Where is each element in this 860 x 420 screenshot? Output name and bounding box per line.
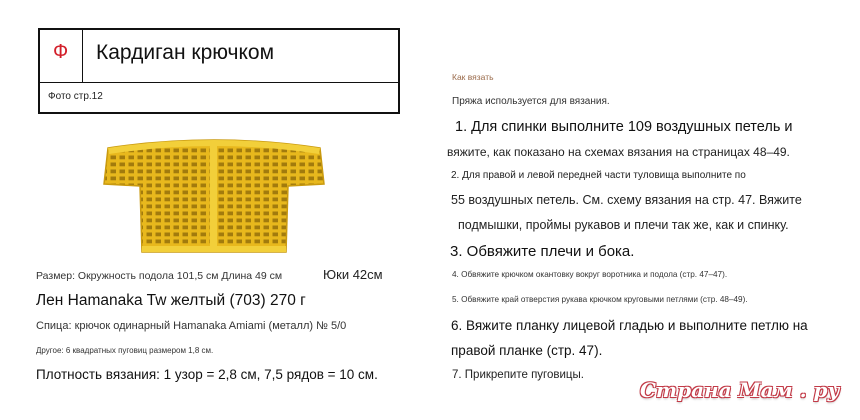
yarn-note: Пряжа используется для вязания. — [452, 96, 610, 107]
title-box-divider — [40, 82, 398, 83]
step-6-line-2: правой планке (стр. 47). — [451, 343, 603, 358]
yarn-text: Лен Hamanaka Tw желтый (703) 270 г — [36, 292, 306, 309]
step-3: 3. Обвяжите плечи и бока. — [450, 243, 635, 260]
step-1-line-2: вяжите, как показано на схемах вязания на страницах 48–49. — [447, 145, 790, 159]
other-materials-text: Другое: 6 квадратных пуговиц размером 1,8 см. — [36, 346, 214, 355]
title-mark: Ф — [53, 41, 69, 63]
gauge-text: Плотность вязания: 1 узор = 2,8 см, 7,5 рядов = 10 см. — [36, 367, 378, 382]
step-4: 4. Обвяжите крючком окантовку вокруг воротника и подола (стр. 47–47). — [452, 270, 728, 279]
hook-text: Спица: крючок одинарный Hamanaka Amiami (металл) № 5/0 — [36, 320, 347, 332]
crochet-cardigan-illustration — [100, 126, 328, 258]
step-2-line-2: 55 воздушных петель. См. схему вязания на стр. 47. Вяжите — [451, 193, 802, 207]
step-7: 7. Прикрепите пуговицы. — [452, 369, 584, 381]
step-2-line-3: подмышки, проймы рукавов и плечи так же, как и спинку. — [458, 218, 789, 232]
title-box — [38, 28, 400, 114]
step-6-line-1: 6. Вяжите планку лицевой гладью и выполните петлю на — [451, 318, 808, 333]
cardigan-front-band — [210, 142, 217, 252]
title-box-divider-vertical — [82, 30, 83, 82]
yuki-text: Юки 42см — [323, 267, 383, 282]
step-1-line-1: 1. Для спинки выполните 109 воздушных петель и — [455, 119, 793, 135]
step-5: 5. Обвяжите край отверстия рукава крючком круговыми петлями (стр. 48–49). — [452, 295, 748, 304]
step-2-line-1: 2. Для правой и левой передней части туловища выполните по — [451, 170, 746, 181]
size-text: Размер: Окружность подола 101,5 см Длина 49 см — [36, 270, 283, 282]
page-title: Кардиган крючком — [96, 41, 275, 64]
instructions-heading: Как вязать — [452, 72, 494, 82]
photo-reference: Фото стр.12 — [48, 91, 103, 102]
site-watermark: Страна Мам . ру — [640, 378, 840, 402]
